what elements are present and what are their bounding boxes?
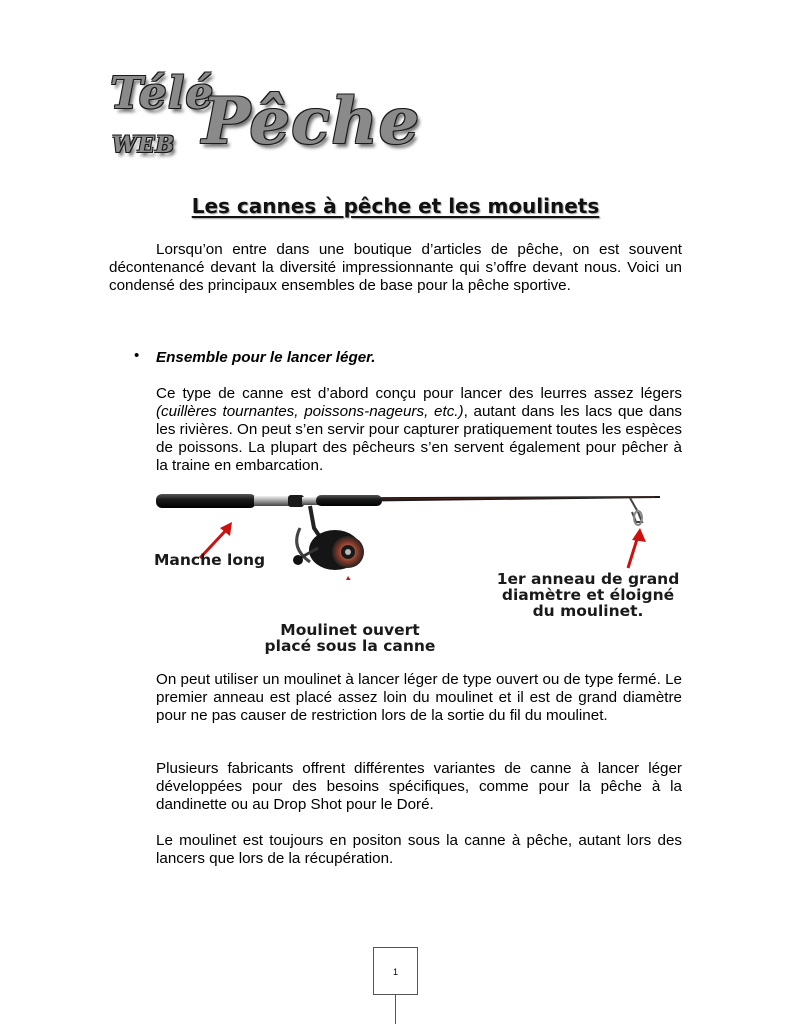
logo-peche-text: Pêche [202,84,421,159]
rear-grip [156,494,256,508]
bullet-marker: • [134,347,140,364]
label-anneau-line2: diamètre et éloigné [501,586,675,604]
description-text-end: , autant dans les lacs que dans les rivières. On peut s’en servir pour capturer pratiquement toutes les espèces de poissons. La plupart des pêcheurs s’en servent également pour pêcher à la traine en embarcation. [156,403,682,475]
reel-type-paragraph: On peut utiliser un moulinet à lancer léger de type ouvert ou de type fermé. Le premier anneau est placé assez loin du moulinet et il est de grand diamètre pour ne pas causer de restriction lors de la sortie du fil du moulinet. [156,671,682,725]
description-text-start: Ce type de canne est d’abord conçu pour lancer des leurres assez légers [156,385,682,402]
variants-paragraph: Plusieurs fabricants offrent différentes variantes de canne à lancer léger développées pour des besoins spécifiques, comme pour la pêche à la dandinette ou au Drop Shot pour le Doré. [156,760,682,814]
description-paragraph [156,385,682,475]
label-anneau-line1: 1er anneau de grand [496,570,680,588]
page-number-stem [395,994,396,1024]
fore-grip [316,495,382,506]
page-number-box [373,947,418,995]
logo-web-text: WEB [112,132,176,158]
label-anneau-line3: du moulinet. [532,602,644,620]
label-moulinet-line1: Moulinet ouvert [280,621,420,639]
first-guide [630,498,642,522]
section-heading: Ensemble pour le lancer léger. [156,349,376,366]
arrow-anneau [628,536,638,568]
page-title: Les cannes à pêche et les moulinets [191,194,600,218]
reel-position-paragraph: Le moulinet est toujours en positon sous la canne à pêche, autant lors des lancers que lors de la récupération. [156,832,682,868]
reel-seat [254,496,292,506]
lure-examples: (cuillères tournantes, poissons-nageurs, etc.) [156,403,464,421]
label-premier-anneau [490,571,686,619]
label-moulinet-line2: placé sous la canne [264,637,436,655]
tele-peche-web-logo [106,68,426,168]
logo-tele-text: Télé [110,68,215,119]
label-moulinet [250,622,450,654]
intro-paragraph: Lorsqu’on entre dans une boutique d’articles de pêche, on est souvent décontenancé devant la diversité impressionnante qui s’offre devant nous. Voici un condensé des principaux ensembles de base pour la pêche sportive. [109,241,682,295]
page-number: 1 [392,967,398,977]
label-manche-long: Manche long [154,551,266,569]
